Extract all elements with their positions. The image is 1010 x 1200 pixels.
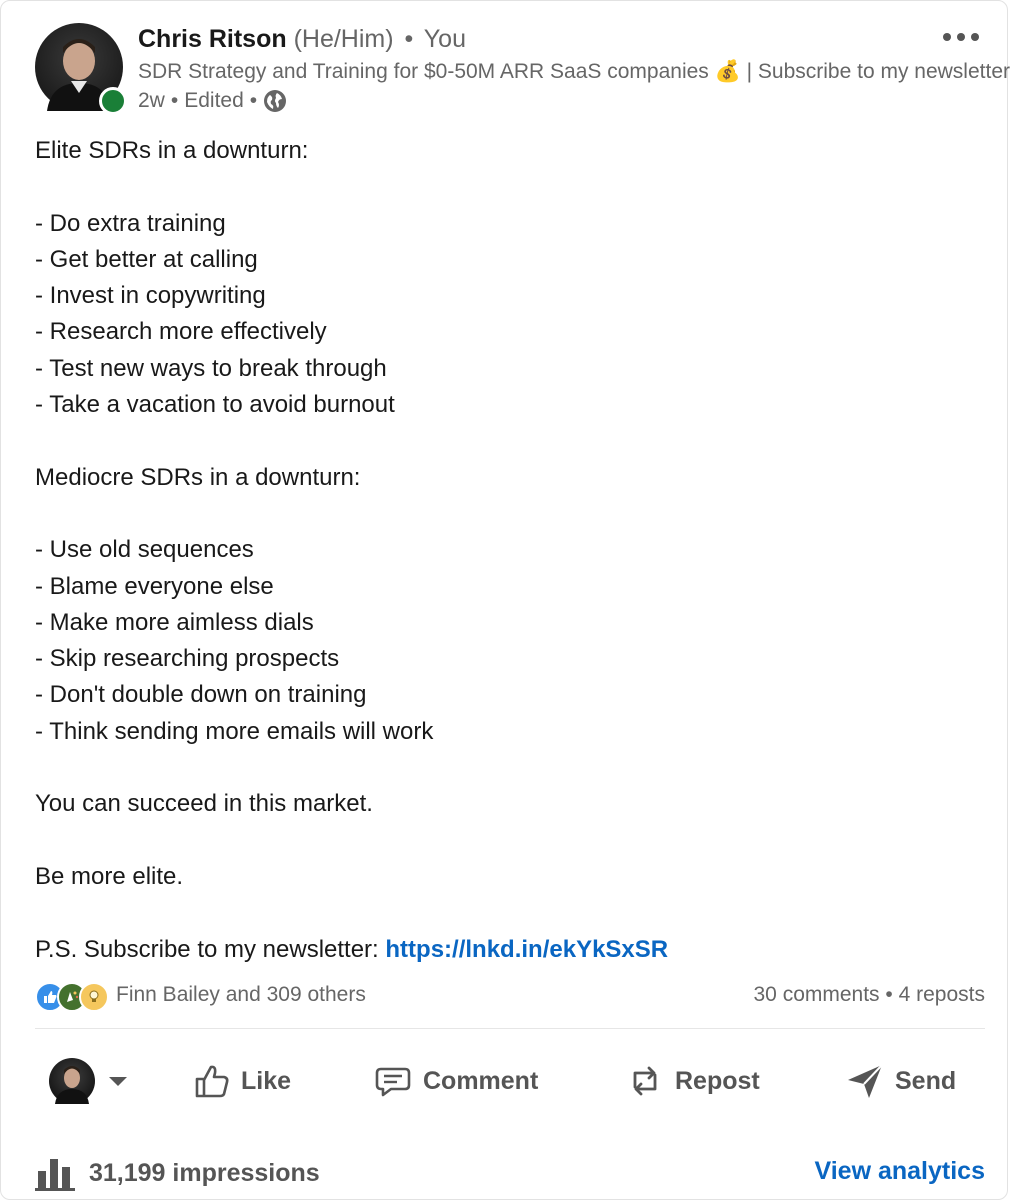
post-line [35, 823, 975, 859]
online-status-dot [99, 87, 127, 115]
post-age: 2w [138, 89, 165, 112]
post-line: - Skip researching prospects [35, 645, 340, 673]
post-body [35, 133, 975, 968]
repost-label: Repost [675, 1066, 760, 1095]
post-line: - Blame everyone else [35, 572, 274, 600]
insightful-icon [79, 982, 109, 1012]
comment-icon [373, 1061, 413, 1101]
post-line [35, 169, 975, 205]
post-line: - Take a vacation to avoid burnout [35, 391, 395, 419]
bar-chart-icon [35, 1155, 75, 1191]
avatar-photo-icon [49, 1058, 95, 1104]
author-pronouns: (He/Him) [293, 25, 394, 53]
post-line: - Think sending more emails will work [35, 717, 434, 745]
ps-text: P.S. Subscribe to my newsletter: [35, 935, 386, 963]
author-name[interactable]: Chris Ritson [138, 25, 287, 53]
thumbs-up-icon [191, 1061, 231, 1101]
comment-button[interactable] [373, 1061, 538, 1101]
reposts-count[interactable]: 4 reposts [898, 983, 985, 1006]
analytics-footer [35, 1151, 985, 1195]
post-line [35, 932, 975, 968]
post-line: Elite SDRs in a downturn: [35, 137, 309, 164]
impressions[interactable] [35, 1155, 320, 1191]
identity-switcher[interactable] [49, 1058, 127, 1104]
post-line: - Test new ways to break through [35, 354, 387, 382]
action-bar [35, 1053, 985, 1113]
separator-dot: • [249, 89, 258, 112]
chevron-down-icon [109, 1077, 127, 1086]
globe-icon [263, 89, 287, 113]
comment-label: Comment [423, 1066, 539, 1095]
comments-count[interactable]: 30 comments [753, 983, 880, 1006]
engagement-counts [754, 983, 986, 1007]
divider [35, 1028, 985, 1029]
impressions-count: 31,199 impressions [89, 1158, 320, 1187]
newsletter-link[interactable]: https://lnkd.in/ekYkSxSR [385, 935, 669, 963]
social-counts [35, 979, 985, 1015]
author-headline: SDR Strategy and Training for $0-50M ARR SaaS companies 💰 | Subscribe to my newsletter [138, 60, 1010, 83]
reaction-icons[interactable] [35, 982, 101, 1012]
like-button[interactable] [191, 1061, 291, 1101]
post-line [35, 750, 975, 786]
post-line [35, 423, 975, 459]
edited-label: Edited [184, 89, 244, 112]
post-line: - Research more effectively [35, 318, 327, 346]
author-line [138, 25, 466, 54]
author-relation: You [423, 25, 466, 53]
like-label: Like [241, 1066, 292, 1095]
author-avatar[interactable] [35, 23, 123, 111]
view-analytics-link[interactable]: View analytics [814, 1157, 985, 1185]
post-line: - Make more aimless dials [35, 608, 314, 636]
repost-button[interactable] [625, 1061, 760, 1101]
avatar [49, 1058, 95, 1104]
post-line: You can succeed in this market. [35, 790, 373, 818]
send-icon [845, 1061, 885, 1101]
send-label: Send [895, 1066, 957, 1095]
separator-dot: • [885, 983, 893, 1006]
reacted-by-text[interactable]: Finn Bailey and 309 others [116, 983, 366, 1006]
post-line: Mediocre SDRs in a downturn: [35, 463, 361, 491]
post-line: Be more elite. [35, 862, 184, 890]
post-line [35, 496, 975, 532]
separator-dot: • [404, 25, 414, 53]
repost-icon [625, 1061, 665, 1101]
post-line: - Don't double down on training [35, 681, 367, 709]
more-options-icon[interactable] [941, 25, 981, 49]
post-line: - Get better at calling [35, 245, 258, 273]
post-meta [138, 89, 287, 113]
separator-dot: • [170, 89, 179, 112]
post-text [35, 133, 975, 932]
post-line [35, 895, 975, 931]
send-button[interactable] [845, 1061, 956, 1101]
post-line: - Use old sequences [35, 536, 254, 564]
post-line: - Invest in copywriting [35, 282, 266, 310]
post-line: - Do extra training [35, 209, 226, 237]
